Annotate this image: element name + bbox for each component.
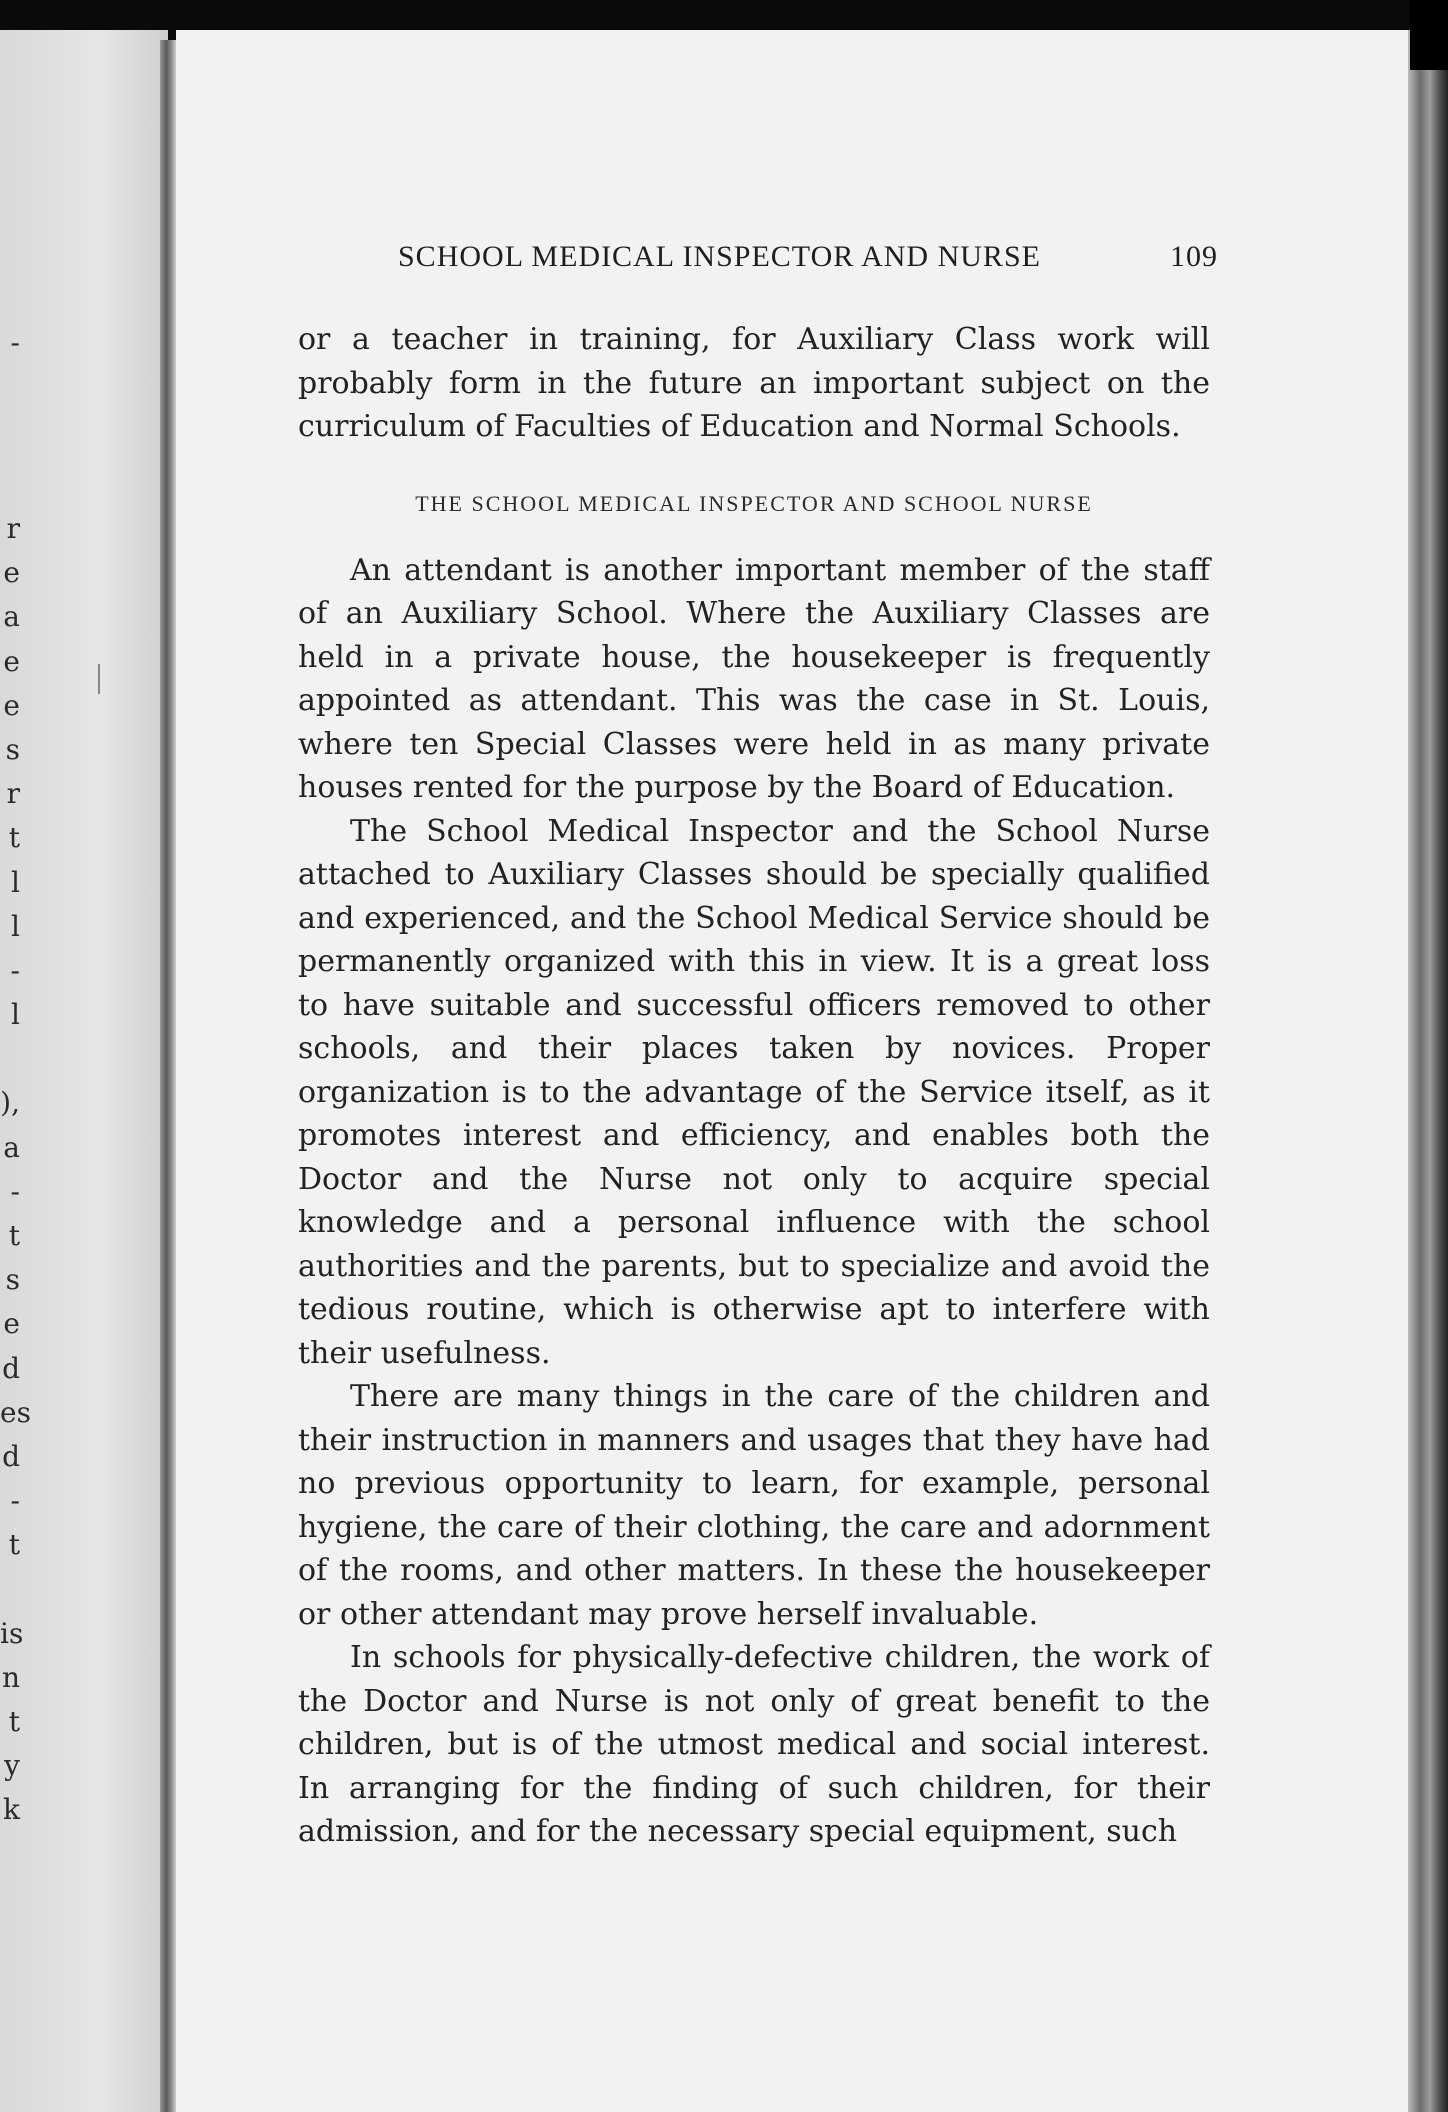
right-page-edge xyxy=(1408,30,1448,2112)
margin-fragment: es xyxy=(0,1396,31,1429)
margin-fragment: t xyxy=(8,1705,20,1738)
paragraph: There are many things in the care of the children and their instruction in manners and usages that they have had no previous opportunity to learn, for example, personal hygiene, the care of their clothing, the care and adornment of the rooms, and other matters. In these the housekeeper or other attendant may prove herself invaluable. xyxy=(298,1379,1210,1632)
margin-fragment: r xyxy=(6,777,20,810)
margin-fragment: k xyxy=(3,1793,20,1826)
margin-fragment: - xyxy=(10,954,20,987)
margin-fragment: n xyxy=(1,1661,20,1694)
paragraph: An attendant is another important member of the staff of an Auxiliary School. Where the Auxiliary Classes are held in a private house, the housekeeper is frequently appointed as attendant. This was the case in St. Louis, where ten Special Classes were held in as many private houses rented for the purpose by the Board of Education. xyxy=(298,552,1210,805)
margin-fragment: y xyxy=(4,1749,20,1782)
margin-fragment: is xyxy=(0,1617,24,1650)
margin-fragment: a xyxy=(3,600,20,633)
margin-fragment: e xyxy=(3,689,20,722)
margin-fragment: t xyxy=(8,821,20,854)
scan-speck xyxy=(98,664,100,694)
paragraph: In schools for physically-defective children, the work of the Doctor and Nurse is not only of great benefit to the children, but is of the utmost medical and social interest. In arranging for the finding of such children, for their admission, and for the necessary special equipment, such xyxy=(298,1640,1210,1849)
margin-fragment: - xyxy=(10,1484,20,1517)
margin-fragment: l xyxy=(11,866,20,899)
margin-fragment: s xyxy=(5,1263,20,1296)
margin-fragment: d xyxy=(2,1352,20,1385)
book-gutter xyxy=(160,40,176,2112)
margin-fragment: r xyxy=(6,512,20,545)
running-title: SCHOOL MEDICAL INSPECTOR AND NURSE xyxy=(398,240,1041,273)
margin-fragment: l xyxy=(11,910,20,943)
page-number: 109 xyxy=(1170,240,1218,273)
scan-corner-shadow xyxy=(1410,0,1448,70)
margin-fragment: d xyxy=(2,1440,20,1473)
page-body xyxy=(298,318,1210,1854)
margin-fragment: - xyxy=(10,326,20,359)
margin-fragment: - xyxy=(10,1175,20,1208)
section-heading: THE SCHOOL MEDICAL INSPECTOR AND SCHOOL NURSE xyxy=(415,490,1093,516)
left-page-edge xyxy=(0,30,168,2112)
margin-fragment: e xyxy=(3,556,20,589)
margin-fragment: t xyxy=(8,1528,20,1561)
margin-fragment: ), xyxy=(0,1086,20,1119)
paragraph-continued: or a teacher in training, for Auxiliary Class work will probably form in the future an important subject on the curriculum of Faculties of Education and Normal Schools. xyxy=(298,322,1210,444)
left-page-text-fragments xyxy=(0,0,31,2112)
margin-fragment: l xyxy=(11,998,20,1031)
margin-fragment: a xyxy=(3,1131,20,1164)
margin-fragment: e xyxy=(3,645,20,678)
margin-fragment: e xyxy=(3,1307,20,1340)
paragraph: The School Medical Inspector and the School Nurse attached to Auxiliary Classes should be specially qualified and experienced, and the School Medical Service should be permanently organized with this in view. It is a great loss to have suitable and successful officers removed to other schools, and their places taken by novices. Proper organization is to the advantage of the Service itself, as it promotes interest and efficiency, and enables both the Doctor and the Nurse not only to acquire special knowledge and a personal influence with the school authorities and the parents, but to specialize and avoid the tedious routine, which is otherwise apt to interfere with their usefulness. xyxy=(298,813,1210,1371)
margin-fragment: t xyxy=(8,1219,20,1252)
margin-fragment: s xyxy=(5,733,20,766)
